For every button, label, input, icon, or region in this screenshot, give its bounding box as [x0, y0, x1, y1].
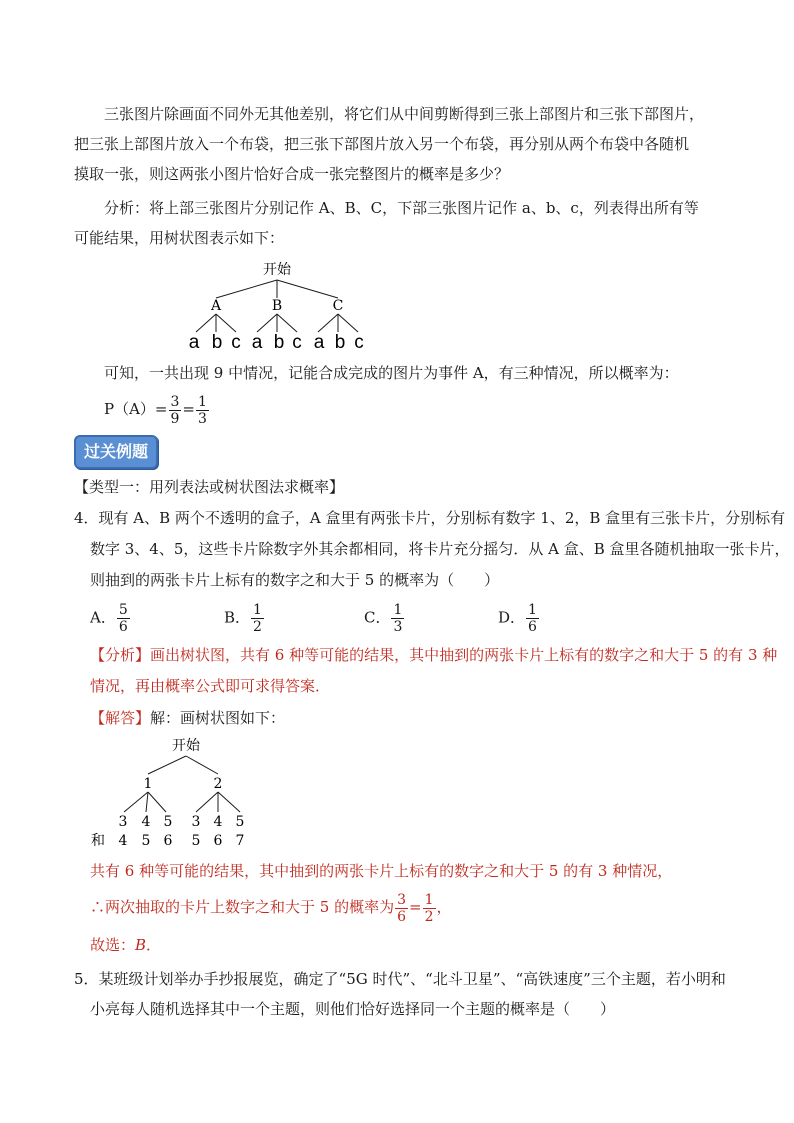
option-b[interactable] — [224, 602, 265, 635]
fraction — [423, 892, 436, 925]
numerator: 5 — [118, 602, 128, 618]
tree2-sum: 7 — [235, 833, 245, 849]
numerator: 1 — [253, 602, 262, 618]
tree1-leaf: c — [231, 332, 241, 353]
fraction — [526, 602, 539, 635]
tree2-leaf: 3 — [118, 814, 128, 830]
tree1-leaf: b — [211, 332, 223, 353]
tree2-leaf: 4 — [141, 814, 151, 830]
numerator: 1 — [393, 602, 403, 618]
denominator: 2 — [424, 908, 434, 925]
tree2-leaf: 3 — [191, 814, 201, 830]
equals-sign: = — [182, 400, 195, 418]
intro-line-1: 三张图片除画面不同外无其他差别，将它们从中间剪断得到三张上部图片和三张下部图片， — [104, 105, 705, 123]
tree2-root: 开始 — [172, 738, 200, 754]
tree1-leaf: b — [334, 332, 346, 353]
fraction — [391, 602, 404, 635]
q4-result-line-1: 共有 6 种等可能的结果，其中抽到的两张卡片上标有的数字之和大于 5 的有 3 种情况， — [90, 862, 673, 880]
numerator: 1 — [424, 891, 434, 908]
tree1-root: 开始 — [263, 262, 291, 278]
fraction — [169, 394, 182, 427]
tree2-sum: 5 — [141, 833, 151, 849]
denominator: 9 — [170, 410, 180, 427]
section-badge: 过关例题 — [74, 435, 158, 469]
numerator: 1 — [528, 602, 537, 618]
tree1-leaf: a — [313, 332, 325, 353]
tree1-node-c: C — [332, 298, 344, 314]
q4-line-2: 数字 3、4、5，这些卡片除数字外其余都相同，将卡片充分摇匀．从 A 盒、B 盒里各随机抽取一张卡片， — [90, 540, 790, 558]
q4-analysis-line-1 — [90, 644, 777, 666]
q5-line-2: 小亮每人随机选择其中一个主题，则他们恰好选择同一个主题的概率是（ ） — [90, 1000, 616, 1018]
tree2-sum: 6 — [213, 833, 223, 849]
fraction — [196, 394, 209, 427]
analysis-tag: 【分析】 — [90, 646, 151, 664]
analysis-line-1: 分析：将上部三张图片分别记作 A、B、C，下部三张图片记作 a、b、c，列表得出所有等 — [104, 199, 699, 217]
tree1-leaf: c — [354, 332, 364, 353]
q4-choice-line — [90, 934, 161, 956]
denominator: 2 — [253, 619, 262, 635]
intro-line-3: 摸取一张，则这两张小图片恰好合成一张完整图片的概率是多少？ — [74, 165, 510, 183]
fraction — [117, 602, 130, 635]
fraction — [395, 892, 408, 925]
q4-analysis-line-2: 情况，再由概率公式即可求得答案． — [90, 677, 331, 695]
option-c[interactable] — [364, 602, 405, 635]
option-label: D． — [498, 608, 526, 627]
option-label: C． — [364, 608, 391, 627]
q4-answer-line — [90, 707, 285, 729]
q4-line-1: 4．现有 A、B 两个不透明的盒子，A 盒里有两张卡片，分别标有数字 1、2，B 盒里有三张卡片，分别标有 — [74, 509, 786, 527]
conclusion-text: 可知，一共出现 9 中情况，记能合成完成的图片为事件 A，有三种情况，所以概率为： — [104, 364, 679, 382]
q5-line-1: 5．某班级计划举办手抄报展览，确定了“5G 时代”、“北斗卫星”、“高铁速度”三个主题，若小明和 — [74, 970, 726, 988]
tree2-sum: 5 — [191, 833, 201, 849]
choice-value: B — [135, 936, 147, 954]
option-d[interactable] — [498, 602, 540, 635]
tree2-leaf: 5 — [163, 814, 173, 830]
tree1-leaf: a — [188, 332, 200, 353]
denominator: 6 — [397, 908, 407, 925]
tree2-leaf: 5 — [235, 814, 245, 830]
tree1-node-a: A — [210, 298, 222, 314]
option-label: B． — [224, 608, 251, 627]
tree1-node-b: B — [271, 298, 283, 314]
equals-sign: = — [409, 898, 422, 916]
q4-result-line-2 — [90, 886, 452, 928]
type-heading: 【类型一：用列表法或树状图法求概率】 — [74, 478, 345, 496]
tree-diagram-2 — [86, 734, 266, 850]
tree2-sum-label: 和 — [91, 833, 105, 849]
option-label: A． — [90, 608, 116, 627]
probability-expression-1 — [104, 389, 210, 429]
tree2-sum: 4 — [118, 833, 128, 849]
tree1-leaf: b — [273, 332, 285, 353]
fraction — [251, 602, 264, 635]
denominator: 3 — [198, 410, 207, 427]
numerator: 3 — [397, 891, 407, 908]
numerator: 3 — [170, 393, 180, 410]
tree2-node-1: 1 — [143, 776, 153, 792]
tree2-leaf: 4 — [213, 814, 223, 830]
denominator: 3 — [393, 619, 403, 635]
tree2-sum: 6 — [163, 833, 173, 849]
choice-end: ． — [146, 936, 162, 954]
tree2-node-2: 2 — [213, 776, 223, 792]
tree1-leaf: a — [251, 332, 263, 353]
q4-line-3: 则抽到的两张卡片上标有的数字之和大于 5 的概率为（ ） — [90, 571, 500, 589]
tree-diagram-1 — [180, 256, 380, 356]
p-label: P（A）= — [104, 400, 168, 418]
tree1-leaf: c — [292, 332, 302, 353]
result-suffix: ， — [436, 898, 452, 916]
denominator: 6 — [528, 619, 537, 635]
numerator: 1 — [198, 393, 207, 410]
denominator: 6 — [118, 619, 128, 635]
choice-label: 故选： — [90, 936, 136, 954]
intro-line-2: 把三张上部图片放入一个布袋，把三张下部图片放入另一个布袋，再分别从两个布袋中各随机 — [74, 135, 690, 153]
analysis-text: 画出树状图，共有 6 种等可能的结果，其中抽到的两张卡片上标有的数字之和大于 5 的有 3 种 — [150, 646, 778, 664]
answer-text: 解：画树状图如下： — [150, 709, 286, 727]
answer-tag: 【解答】 — [90, 709, 151, 727]
option-a[interactable] — [90, 602, 131, 635]
result-prefix: ∴两次抽取的卡片上数字之和大于 5 的概率为 — [90, 898, 395, 916]
analysis-line-2: 可能结果，用树状图表示如下： — [74, 229, 285, 247]
